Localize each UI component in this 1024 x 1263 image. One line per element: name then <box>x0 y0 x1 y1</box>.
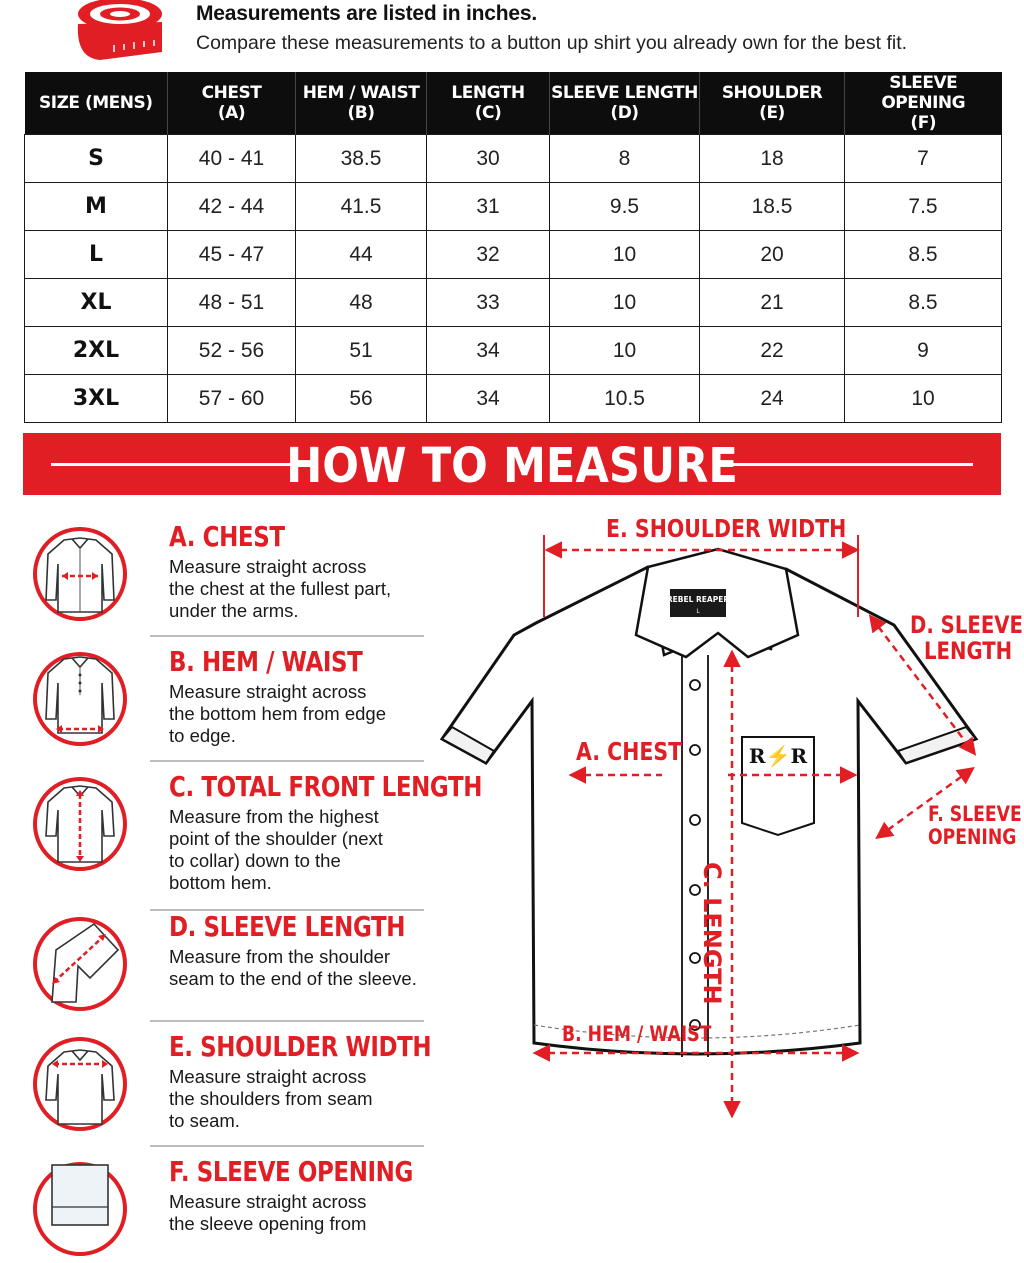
step-description: Measure from the highest point of the shoulder (next to collar) down to the bottom hem. <box>169 806 383 893</box>
diagram-label-sleeve-opening-2: OPENING <box>928 825 1017 849</box>
hem-thumbnail-icon <box>32 645 128 753</box>
shoulder-thumbnail-icon <box>32 1030 128 1138</box>
step-title: D. SLEEVE LENGTH <box>169 910 406 943</box>
table-cell: 56 <box>296 375 427 423</box>
pocket-logo: R⚡R <box>748 744 808 768</box>
step-title: C. TOTAL FRONT LENGTH <box>169 770 483 803</box>
table-cell: 7 <box>845 135 1002 183</box>
table-header-row <box>25 72 1002 135</box>
table-cell: 34 <box>427 327 550 375</box>
table-cell: 31 <box>427 183 550 231</box>
column-header-length: LENGTH (C) <box>427 72 550 135</box>
size-cell: M <box>25 183 168 231</box>
column-header-shoulder: SHOULDER (E) <box>700 72 845 135</box>
fit-advice: Compare these measurements to a button up shirt you already own for the best fit. <box>196 32 908 54</box>
column-header-sleeve-length: SLEEVE LENGTH (D) <box>550 72 700 135</box>
table-cell: 10 <box>550 231 700 279</box>
table-row <box>25 231 1002 279</box>
measurement-unit-note: Measurements are listed in inches. <box>196 2 538 25</box>
table-cell: 7.5 <box>845 183 1002 231</box>
table-cell: 34 <box>427 375 550 423</box>
table-cell: 8.5 <box>845 231 1002 279</box>
diagram-label-chest: A. CHEST <box>576 737 683 766</box>
table-row <box>25 183 1002 231</box>
table-cell: 57 - 60 <box>168 375 296 423</box>
table-row <box>25 135 1002 183</box>
table-cell: 51 <box>296 327 427 375</box>
table-cell: 42 - 44 <box>168 183 296 231</box>
table-cell: 9 <box>845 327 1002 375</box>
table-cell: 40 - 41 <box>168 135 296 183</box>
column-header-chest: CHEST (A) <box>168 72 296 135</box>
table-cell: 44 <box>296 231 427 279</box>
size-chart-table <box>24 72 1002 423</box>
diagram-label-sleeve-length: D. SLEEVE <box>910 611 1023 639</box>
step-title: A. CHEST <box>169 520 285 553</box>
step-divider <box>150 635 424 637</box>
step-divider <box>150 1145 424 1147</box>
table-cell: 18 <box>700 135 845 183</box>
section-title: HOW TO MEASURE <box>286 438 738 494</box>
step-description: Measure straight across the chest at the fullest part, under the arms. <box>169 556 392 621</box>
size-cell: 3XL <box>25 375 168 423</box>
table-cell: 30 <box>427 135 550 183</box>
column-header-size: SIZE (MENS) <box>25 72 168 135</box>
table-cell: 32 <box>427 231 550 279</box>
size-cell: 2XL <box>25 327 168 375</box>
step-divider <box>150 760 424 762</box>
step-title: B. HEM / WAIST <box>169 645 363 678</box>
how-to-measure-banner <box>23 433 1001 495</box>
table-cell: 18.5 <box>700 183 845 231</box>
chest-thumbnail-icon <box>32 520 128 628</box>
step-description: Measure straight across the sleeve opening from <box>169 1191 367 1234</box>
column-header-hem-waist: HEM / WAIST (B) <box>296 72 427 135</box>
step-description: Measure straight across the bottom hem from edge to edge. <box>169 681 386 746</box>
step-title: E. SHOULDER WIDTH <box>169 1030 432 1063</box>
table-row <box>25 279 1002 327</box>
diagram-label-sleeve-length-2: LENGTH <box>924 637 1013 665</box>
table-cell: 33 <box>427 279 550 327</box>
table-cell: 52 - 56 <box>168 327 296 375</box>
size-cell: L <box>25 231 168 279</box>
table-row <box>25 375 1002 423</box>
table-cell: 8 <box>550 135 700 183</box>
step-description: Measure straight across the shoulders from seam to seam. <box>169 1066 373 1131</box>
step-description: Measure from the shoulder seam to the end of the sleeve. <box>169 946 417 989</box>
table-cell: 48 <box>296 279 427 327</box>
table-cell: 48 - 51 <box>168 279 296 327</box>
table-row <box>25 327 1002 375</box>
diagram-label-hem: B. HEM / WAIST <box>562 1022 712 1046</box>
size-cell: S <box>25 135 168 183</box>
tag-text: REBEL REAPER <box>666 595 730 604</box>
table-cell: 41.5 <box>296 183 427 231</box>
table-cell: 10.5 <box>550 375 700 423</box>
sleeve-opening-thumbnail-icon <box>32 1155 128 1263</box>
table-cell: 10 <box>550 327 700 375</box>
diagram-label-shoulder: E. SHOULDER WIDTH <box>606 514 847 543</box>
table-cell: 8.5 <box>845 279 1002 327</box>
length-thumbnail-icon <box>32 770 128 878</box>
table-cell: 22 <box>700 327 845 375</box>
table-cell: 10 <box>550 279 700 327</box>
tape-measure-icon <box>70 0 170 62</box>
table-cell: 38.5 <box>296 135 427 183</box>
step-divider <box>150 1020 424 1022</box>
table-cell: 45 - 47 <box>168 231 296 279</box>
table-cell: 20 <box>700 231 845 279</box>
tag-size: L <box>696 608 700 615</box>
table-cell: 10 <box>845 375 1002 423</box>
size-cell: XL <box>25 279 168 327</box>
table-cell: 24 <box>700 375 845 423</box>
diagram-label-length: C. LENGTH <box>698 862 726 1005</box>
table-cell: 9.5 <box>550 183 700 231</box>
column-header-sleeve-opening: SLEEVE OPENING (F) <box>845 72 1002 135</box>
sleeve-thumbnail-icon <box>32 910 128 1018</box>
step-title: F. SLEEVE OPENING <box>169 1155 413 1188</box>
diagram-label-sleeve-opening: F. SLEEVE <box>928 802 1022 826</box>
table-cell: 21 <box>700 279 845 327</box>
